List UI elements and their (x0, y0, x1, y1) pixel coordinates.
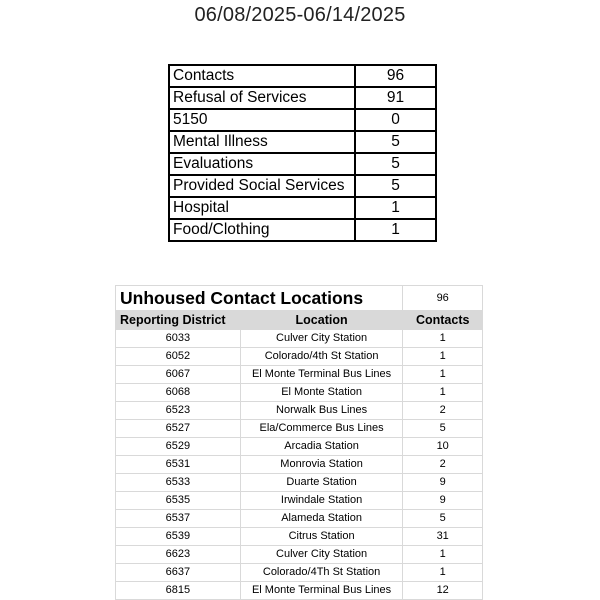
column-header-reporting-district: Reporting District (116, 311, 241, 330)
location-cell: Irwindale Station (240, 492, 403, 510)
contacts-cell: 2 (403, 402, 483, 420)
reporting-district-cell: 6068 (116, 384, 241, 402)
contacts-cell: 31 (403, 528, 483, 546)
table-row (116, 564, 483, 582)
contacts-cell: 9 (403, 474, 483, 492)
summary-row (169, 65, 436, 87)
reporting-district-cell: 6531 (116, 456, 241, 474)
location-cell: Colorado/4Th St Station (240, 564, 403, 582)
location-cell: Monrovia Station (240, 456, 403, 474)
contacts-cell: 5 (403, 510, 483, 528)
contacts-cell: 1 (403, 348, 483, 366)
summary-label: Hospital (169, 197, 355, 219)
summary-label: Provided Social Services (169, 175, 355, 197)
reporting-district-cell: 6539 (116, 528, 241, 546)
summary-value: 1 (355, 219, 436, 241)
reporting-district-cell: 6523 (116, 402, 241, 420)
location-cell: Citrus Station (240, 528, 403, 546)
summary-row (169, 219, 436, 241)
table-row (116, 384, 483, 402)
summary-value: 0 (355, 109, 436, 131)
summary-value: 1 (355, 197, 436, 219)
summary-label: Food/Clothing (169, 219, 355, 241)
summary-value: 96 (355, 65, 436, 87)
summary-label: Mental Illness (169, 131, 355, 153)
contact-locations-table (115, 285, 483, 600)
table-row (116, 582, 483, 600)
table-row (116, 366, 483, 384)
reporting-district-cell: 6535 (116, 492, 241, 510)
summary-label: Contacts (169, 65, 355, 87)
location-cell: Arcadia Station (240, 438, 403, 456)
contacts-cell: 10 (403, 438, 483, 456)
location-cell: Culver City Station (240, 330, 403, 348)
table-row (116, 402, 483, 420)
column-header-location: Location (240, 311, 403, 330)
summary-row (169, 175, 436, 197)
contacts-cell: 5 (403, 420, 483, 438)
location-cell: Ela/Commerce Bus Lines (240, 420, 403, 438)
locations-total: 96 (403, 286, 483, 311)
table-row (116, 456, 483, 474)
summary-label: Refusal of Services (169, 87, 355, 109)
reporting-district-cell: 6529 (116, 438, 241, 456)
summary-row (169, 153, 436, 175)
summary-row (169, 197, 436, 219)
location-cell: Alameda Station (240, 510, 403, 528)
summary-value: 5 (355, 175, 436, 197)
contacts-cell: 9 (403, 492, 483, 510)
summary-label: 5150 (169, 109, 355, 131)
reporting-district-cell: 6623 (116, 546, 241, 564)
table-row (116, 420, 483, 438)
table-row (116, 510, 483, 528)
table-row (116, 330, 483, 348)
summary-value: 5 (355, 153, 436, 175)
table-row (116, 348, 483, 366)
reporting-district-cell: 6533 (116, 474, 241, 492)
locations-title: Unhoused Contact Locations (116, 286, 403, 311)
table-row (116, 546, 483, 564)
summary-table (168, 64, 437, 242)
reporting-district-cell: 6527 (116, 420, 241, 438)
contacts-cell: 12 (403, 582, 483, 600)
table-row (116, 528, 483, 546)
table-row (116, 438, 483, 456)
column-header-contacts: Contacts (403, 311, 483, 330)
summary-row (169, 109, 436, 131)
location-cell: Colorado/4th St Station (240, 348, 403, 366)
location-cell: El Monte Station (240, 384, 403, 402)
summary-value: 91 (355, 87, 436, 109)
summary-row (169, 87, 436, 109)
location-cell: Culver City Station (240, 546, 403, 564)
contacts-cell: 1 (403, 330, 483, 348)
date-range-title: 06/08/2025-06/14/2025 (194, 4, 406, 26)
summary-value: 5 (355, 131, 436, 153)
reporting-district-cell: 6067 (116, 366, 241, 384)
reporting-district-cell: 6815 (116, 582, 241, 600)
location-cell: El Monte Terminal Bus Lines (240, 366, 403, 384)
table-row (116, 492, 483, 510)
table-row (116, 474, 483, 492)
contacts-cell: 1 (403, 366, 483, 384)
contacts-cell: 1 (403, 384, 483, 402)
reporting-district-cell: 6033 (116, 330, 241, 348)
reporting-district-cell: 6537 (116, 510, 241, 528)
location-cell: Norwalk Bus Lines (240, 402, 403, 420)
location-cell: El Monte Terminal Bus Lines (240, 582, 403, 600)
contacts-cell: 2 (403, 456, 483, 474)
contacts-cell: 1 (403, 564, 483, 582)
location-cell: Duarte Station (240, 474, 403, 492)
summary-label: Evaluations (169, 153, 355, 175)
contacts-cell: 1 (403, 546, 483, 564)
summary-row (169, 131, 436, 153)
reporting-district-cell: 6637 (116, 564, 241, 582)
reporting-district-cell: 6052 (116, 348, 241, 366)
